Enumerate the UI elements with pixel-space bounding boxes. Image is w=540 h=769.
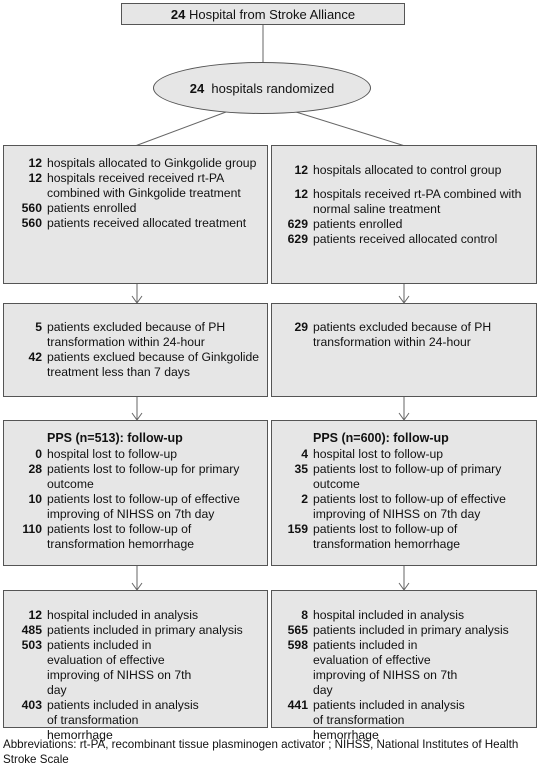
right-alloc-row bbox=[272, 187, 532, 217]
count: 8 bbox=[301, 608, 308, 622]
count: 629 bbox=[287, 217, 308, 231]
left-excl-row bbox=[4, 320, 265, 350]
right-exclusion-box bbox=[271, 303, 537, 397]
count: 441 bbox=[287, 698, 308, 712]
right-excl-row bbox=[272, 320, 532, 350]
count: 10 bbox=[28, 492, 42, 506]
label: patients enrolled bbox=[313, 217, 403, 231]
count: 29 bbox=[294, 320, 308, 334]
count: 598 bbox=[287, 638, 308, 652]
left-alloc-row bbox=[4, 156, 263, 171]
right-fu-row bbox=[272, 522, 532, 552]
left-allocation-box bbox=[3, 145, 268, 284]
label: hospitals received received rt-PA combined with Ginkgolide treatment bbox=[47, 171, 241, 200]
count: 12 bbox=[294, 163, 308, 177]
randomized-count: 24 bbox=[189, 80, 205, 96]
label: patients lost to follow-up of effective improving of NIHSS on 7th day bbox=[313, 492, 506, 521]
left-alloc-row bbox=[4, 201, 263, 216]
count: 12 bbox=[294, 187, 308, 201]
left-analysis-box bbox=[3, 590, 268, 742]
right-an-row bbox=[272, 608, 532, 623]
count: 629 bbox=[287, 232, 308, 246]
right-alloc-row bbox=[272, 232, 532, 247]
label: patients included in evaluation of effective improving of NIHSS on 7th day bbox=[313, 638, 458, 697]
source-count: 24 bbox=[170, 6, 186, 22]
left-fu-row bbox=[4, 462, 263, 492]
abbreviations-footnote: Abbreviations: rt-PA, recombinant tissue plasminogen activator ; NIHSS, National Institutes of Health Stroke Scale bbox=[3, 738, 519, 766]
label: patients lost to follow-up of effective improving of NIHSS on 7th day bbox=[47, 492, 240, 521]
label: patients lost to follow-up of primary outcome bbox=[313, 462, 502, 491]
right-fu-row bbox=[272, 492, 532, 522]
count: 12 bbox=[28, 608, 42, 622]
label: hospital lost to follow-up bbox=[47, 447, 178, 461]
count: 0 bbox=[35, 447, 42, 461]
right-followup-title: PPS (n=600): follow-up bbox=[313, 431, 449, 445]
label: patients received allocated control bbox=[313, 232, 498, 246]
left-alloc-row bbox=[4, 171, 263, 201]
count: 565 bbox=[287, 623, 308, 637]
label: patients excluded because of PH transformation within 24-hour bbox=[47, 320, 226, 349]
randomized-ellipse bbox=[153, 62, 371, 114]
left-followup-title: PPS (n=513): follow-up bbox=[47, 431, 183, 445]
label: hospital included in analysis bbox=[313, 608, 465, 622]
right-alloc-row bbox=[272, 163, 532, 178]
right-an-row bbox=[272, 623, 532, 638]
line-ellipse-to-right bbox=[296, 112, 405, 146]
source-label: Hospital from Stroke Alliance bbox=[188, 6, 356, 22]
right-allocation-box bbox=[271, 145, 537, 284]
label: hospital lost to follow-up bbox=[313, 447, 444, 461]
count: 12 bbox=[28, 171, 42, 185]
left-fu-row bbox=[4, 492, 263, 522]
label: patients lost to follow-up of transformation hemorrhage bbox=[47, 522, 194, 551]
label: patients lost to follow-up of transformation hemorrhage bbox=[313, 522, 460, 551]
label: patients included in primary analysis bbox=[313, 623, 509, 637]
right-followup-box bbox=[271, 420, 537, 566]
line-ellipse-to-left bbox=[135, 112, 226, 146]
count: 5 bbox=[35, 320, 42, 334]
label: hospitals allocated to control group bbox=[313, 163, 502, 177]
count: 485 bbox=[21, 623, 42, 637]
left-alloc-row bbox=[4, 216, 263, 231]
label: hospitals received rt-PA combined with normal saline treatment bbox=[313, 187, 522, 216]
left-excl-row bbox=[4, 350, 265, 380]
label: patients included in analysis of transformation hemorrhage bbox=[47, 698, 199, 742]
count: 42 bbox=[28, 350, 42, 364]
right-fu-row bbox=[272, 447, 532, 462]
label: patients enrolled bbox=[47, 201, 137, 215]
label: patients received allocated treatment bbox=[47, 216, 247, 230]
left-followup-box bbox=[3, 420, 268, 566]
label: patients excluded because of PH transformation within 24-hour bbox=[313, 320, 492, 349]
left-an-row bbox=[4, 638, 263, 698]
left-exclusion-box bbox=[3, 303, 268, 397]
right-analysis-box bbox=[271, 590, 537, 742]
count: 560 bbox=[21, 201, 42, 215]
count: 503 bbox=[21, 638, 42, 652]
count: 159 bbox=[287, 522, 308, 536]
count: 110 bbox=[22, 522, 42, 536]
label: patients included in primary analysis bbox=[47, 623, 243, 637]
label: patients exclued because of Ginkgolide treatment less than 7 days bbox=[47, 350, 260, 379]
label: patients included in evaluation of effective improving of NIHSS on 7th day bbox=[47, 638, 192, 697]
right-alloc-row bbox=[272, 217, 532, 232]
label: hospitals allocated to Ginkgolide group bbox=[47, 156, 257, 170]
right-fu-row bbox=[272, 462, 532, 492]
left-an-row bbox=[4, 608, 263, 623]
count: 560 bbox=[21, 216, 42, 230]
left-an-row bbox=[4, 623, 263, 638]
count: 12 bbox=[28, 156, 42, 170]
randomized-label: hospitals randomized bbox=[211, 80, 335, 96]
count: 35 bbox=[294, 462, 308, 476]
source-box bbox=[121, 3, 405, 25]
count: 28 bbox=[28, 462, 42, 476]
left-fu-row bbox=[4, 447, 263, 462]
count: 2 bbox=[301, 492, 308, 506]
left-fu-row bbox=[4, 522, 263, 552]
count: 4 bbox=[301, 447, 308, 461]
label: patients lost to follow-up for primary outcome bbox=[47, 462, 240, 491]
label: hospital included in analysis bbox=[47, 608, 199, 622]
right-an-row bbox=[272, 638, 532, 698]
label: patients included in analysis of transformation hemorrhage bbox=[313, 698, 465, 742]
count: 403 bbox=[21, 698, 42, 712]
